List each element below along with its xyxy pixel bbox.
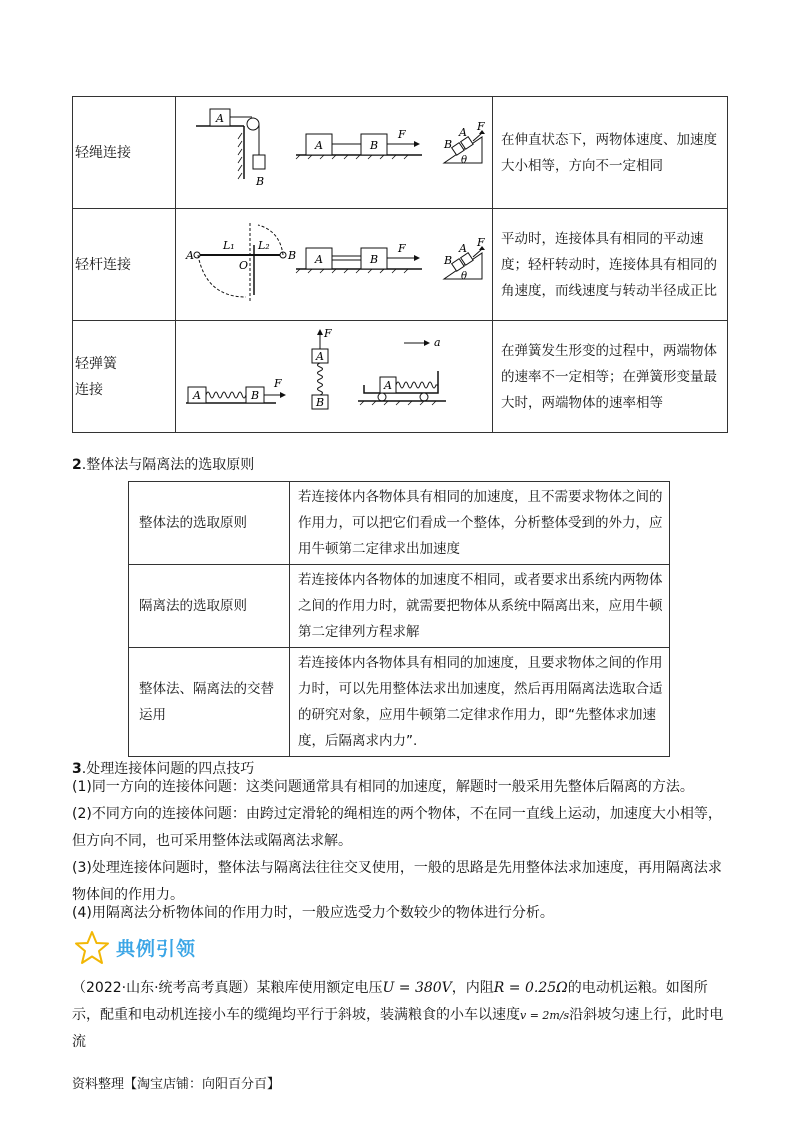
rope-connection-figure <box>176 97 492 208</box>
row-label <box>73 97 176 209</box>
star-icon <box>74 930 110 966</box>
method-key: 整体法、隔离法的交替运用 <box>129 648 290 757</box>
label-f: F <box>477 236 485 249</box>
row-description: 平动时，连接体具有相同的平动速度；轻杆转动时，连接体具有相同的角速度，而线速度与转动半径成正比 <box>493 209 728 321</box>
example-banner <box>74 930 234 966</box>
table-row <box>129 482 670 565</box>
resistance-formula: R = 0.25Ω <box>493 980 568 996</box>
label-b: B <box>256 175 265 188</box>
rod-connection-figure <box>176 209 492 320</box>
method-key: 整体法的选取原则 <box>129 482 290 565</box>
label-l2: L₂ <box>258 239 270 252</box>
row-label-text: 连接 <box>75 381 103 398</box>
table-row <box>73 321 728 433</box>
label-a: A <box>315 139 323 152</box>
footer-note: 资料整理【淘宝店铺：向阳百分百】 <box>72 1077 281 1092</box>
tip-item: (2)不同方向的连接体问题：由跨过定滑轮的绳相连的两个物体，不在同一直线上运动，加速度大小相等，但方向不同，也可采用整体法或隔离法求解。 <box>72 806 722 849</box>
figure-cell <box>176 209 493 321</box>
label-f: F <box>274 377 282 390</box>
section-title: .整体法与隔离法的选取原则 <box>81 457 255 473</box>
label-o: O <box>239 259 249 272</box>
label-a: A <box>216 112 224 125</box>
label-f: F <box>477 120 485 133</box>
section-number: 2 <box>72 457 82 473</box>
tip-item: (1)同一方向的连接体问题：这类问题通常具有相同的加速度，解题时一般采用先整体后隔离的方法。 <box>72 779 694 795</box>
velocity-formula: v = 2m/s <box>520 1009 570 1022</box>
table-row <box>129 648 670 757</box>
connection-types-table <box>72 96 728 433</box>
label-b: B <box>370 139 379 152</box>
row-label-text: 轻弹簧 <box>75 355 117 372</box>
voltage-formula: U = 380V <box>382 980 452 996</box>
label-a: A <box>459 126 467 139</box>
row-label-text: 轻绳连接 <box>75 144 131 161</box>
banner-title: 典例引领 <box>116 938 197 960</box>
example-text: 的电动机运粮。如图所示，配重和电动机连接小车的缆绳均平行于斜坡，装满粮食的小车以速度 <box>72 980 708 1023</box>
row-label-text: 轻杆连接 <box>75 256 131 273</box>
label-a: A <box>315 253 323 266</box>
method-selection-table <box>128 481 670 757</box>
tip-item: (3)处理连接体问题时，整体法与隔离法往往交叉使用，一般的思路是先用整体法求加速度，再用隔离法求物体间的作用力。 <box>72 860 722 903</box>
label-b: B <box>370 253 379 266</box>
label-b: B <box>316 396 325 409</box>
label-b: B <box>444 138 453 151</box>
label-a: A <box>316 350 324 363</box>
section-number: 3 <box>72 761 82 777</box>
example-text: （2022·山东·统考高考真题）某粮库使用额定电压 <box>72 980 383 996</box>
method-value: 若连接体内各物体具有相同的加速度，且要求物体之间的作用力时，可以先用整体法求出加速度，然后再用隔离法选取合适的研究对象，应用牛顿第二定律求作用力，即“先整体求加速度，后隔离求内力”. <box>290 648 670 757</box>
table-row <box>73 97 728 209</box>
row-label <box>73 209 176 321</box>
section-heading <box>72 454 254 474</box>
label-a: A <box>186 249 194 262</box>
tip-item: (4)用隔离法分析物体间的作用力时，一般应选受力个数较少的物体进行分析。 <box>72 905 554 921</box>
table-row <box>129 565 670 648</box>
row-description: 在伸直状态下，两物体速度、加速度大小相等，方向不一定相同 <box>493 97 728 209</box>
label-a: A <box>384 379 392 392</box>
label-a: A <box>193 389 201 402</box>
label-theta: θ <box>461 155 468 166</box>
label-theta: θ <box>461 271 468 282</box>
figure-cell <box>176 321 493 433</box>
label-a: A <box>459 242 467 255</box>
table-row <box>73 209 728 321</box>
label-accel: a <box>434 336 441 349</box>
row-label <box>73 321 176 433</box>
label-f: F <box>324 327 332 340</box>
figure-cell <box>176 97 493 209</box>
label-b: B <box>444 254 453 267</box>
example-problem <box>72 975 732 1056</box>
method-key: 隔离法的选取原则 <box>129 565 290 648</box>
row-description: 在弹簧发生形变的过程中，两端物体的速率不一定相等；在弹簧形变量最大时，两端物体的速率相等 <box>493 321 728 433</box>
label-l1: L₁ <box>223 239 235 252</box>
label-b: B <box>251 389 260 402</box>
method-value: 若连接体内各物体具有相同的加速度，且不需要求物体之间的作用力，可以把它们看成一个整体，分析整体受到的外力，应用牛顿第二定律求出加速度 <box>290 482 670 565</box>
spring-connection-figure <box>176 321 492 432</box>
section-title: .处理连接体问题的四点技巧 <box>81 761 255 777</box>
example-text: 沿斜坡匀速上行，此时电流 <box>72 1007 724 1050</box>
label-f: F <box>398 242 406 255</box>
example-text: ，内阻 <box>451 980 494 996</box>
label-f: F <box>398 128 406 141</box>
method-value: 若连接体内各物体的加速度不相同，或者要求出系统内两物体之间的作用力时，就需要把物体从系统中隔离出来，应用牛顿第二定律列方程求解 <box>290 565 670 648</box>
label-b: B <box>288 249 297 262</box>
